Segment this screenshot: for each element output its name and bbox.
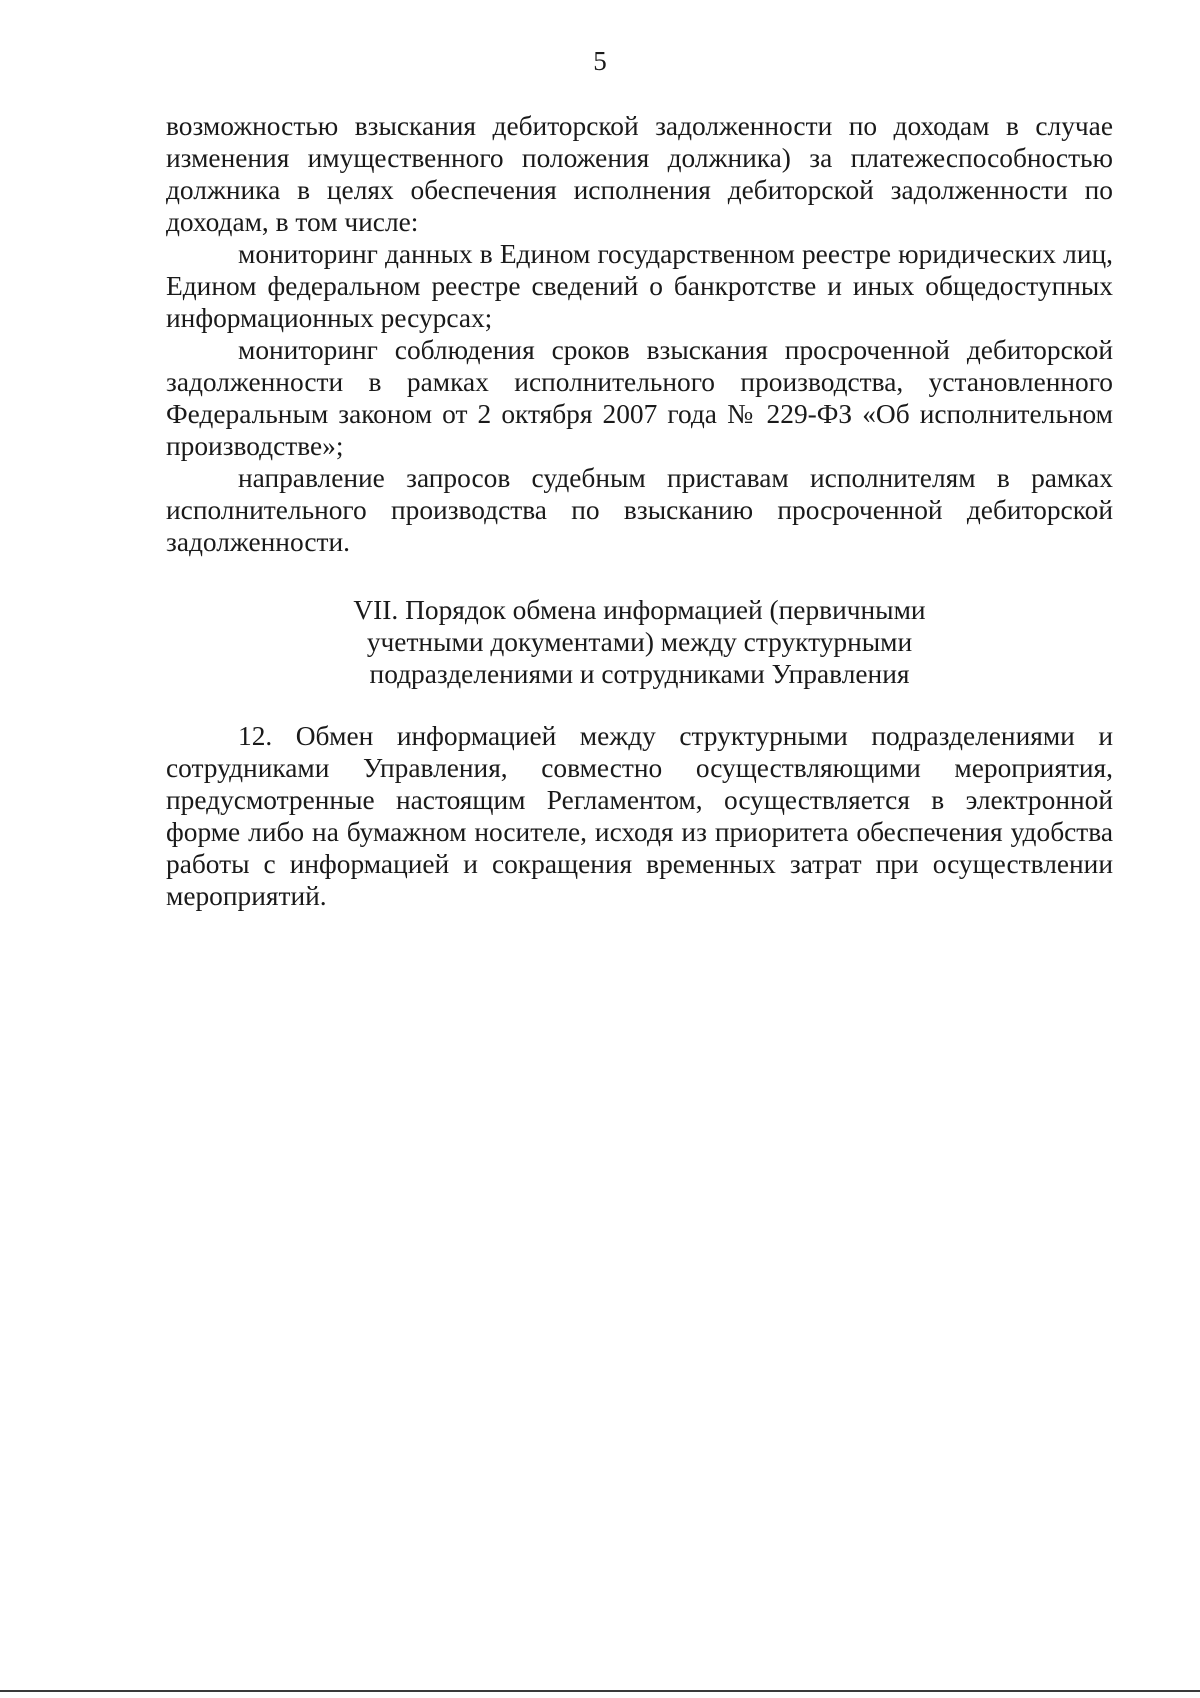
- scan-edge-line: [0, 1690, 1200, 1692]
- page-number: 5: [593, 46, 607, 76]
- paragraph: мониторинг данных в Едином государственном реестре юридических лиц, Едином федеральном реестре сведений о банкротстве и иных общедоступных информационных ресурсах;: [166, 239, 1113, 333]
- body-section-2: [166, 720, 1113, 912]
- section-heading: [166, 594, 1113, 690]
- section-heading-line: учетными документами) между структурными: [366, 627, 913, 657]
- paragraph: 12. Обмен информацией между структурными подразделениями и сотрудниками Управления, совместно осуществляющими мероприятия, предусмотренные настоящим Регламентом, осуществляется в электронной форме либо на бумажном носителе, исходя из приоритета обеспечения удобства работы с информацией и сокращения временных затрат при осуществлении мероприятий.: [166, 721, 1113, 911]
- paragraph: возможностью взыскания дебиторской задолженности по доходам в случае изменения имущественного положения должника) за платежеспособностью должника в целях обеспечения исполнения дебиторской задолженности по доходам, в том числе:: [166, 111, 1113, 237]
- paragraph: направление запросов судебным приставам исполнителям в рамках исполнительного производства по взысканию просроченной дебиторской задолженности.: [166, 463, 1113, 557]
- paragraph: мониторинг соблюдения сроков взыскания просроченной дебиторской задолженности в рамках исполнительного производства, установленного Федеральным законом от 2 октября 2007 года № 229-ФЗ «Об исполнительном производстве»;: [166, 335, 1113, 461]
- body-section-1: [166, 110, 1113, 558]
- section-heading-line: подразделениями и сотрудниками Управления: [369, 659, 910, 689]
- section-heading-line: VII. Порядок обмена информацией (первичными: [353, 595, 926, 625]
